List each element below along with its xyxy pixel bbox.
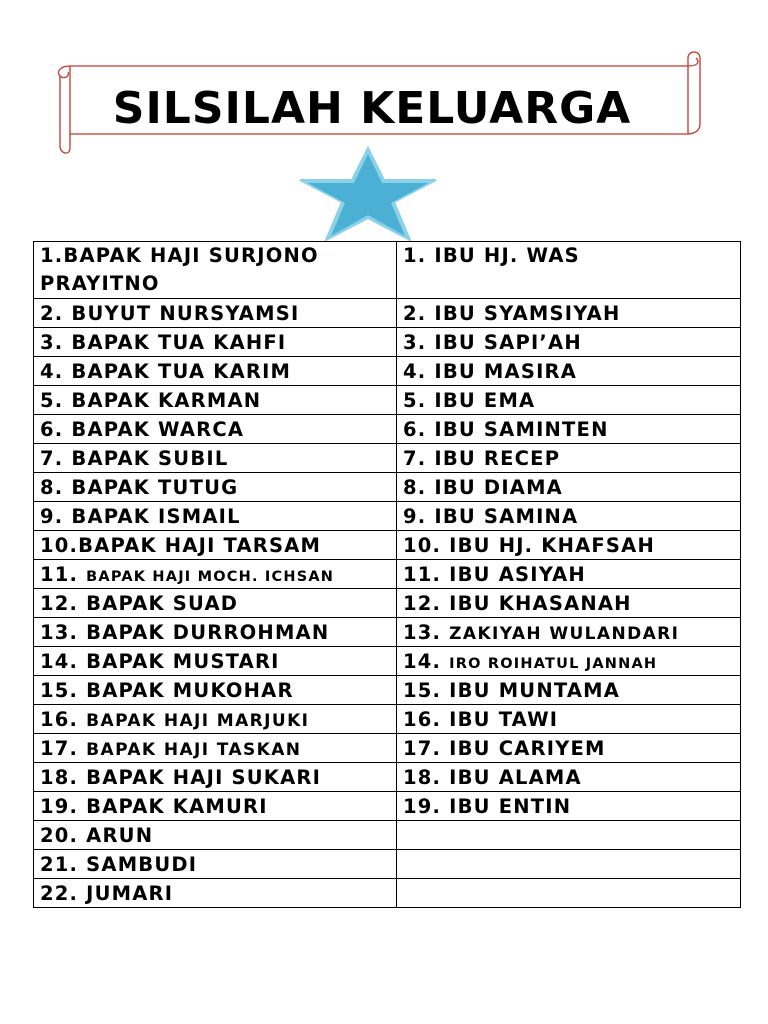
table-row [34, 242, 741, 299]
name-text: BAPAK TUA KAHFI [71, 330, 287, 354]
name-text: IBU ALAMA [449, 765, 582, 789]
table-row [34, 734, 741, 763]
row-number: 22. [40, 881, 79, 905]
right-cell [397, 502, 741, 531]
row-number: 12. [40, 591, 79, 615]
name-text: BAPAK MUSTARI [86, 649, 280, 673]
star-icon [298, 146, 438, 242]
right-cell [397, 792, 741, 821]
right-cell [397, 734, 741, 763]
row-number: 18. [403, 765, 442, 789]
page-title: SILSILAH KELUARGA [112, 83, 632, 134]
left-cell [34, 415, 397, 444]
right-cell [397, 242, 741, 299]
name-text: IBU KHASANAH [449, 591, 632, 615]
name-text: IBU RECEP [434, 446, 561, 470]
left-cell [34, 763, 397, 792]
row-number: 1. [40, 244, 64, 267]
right-cell [397, 676, 741, 705]
left-cell [34, 328, 397, 357]
right-cell [397, 531, 741, 560]
name-text: IBU HJ. KHAFSAH [449, 533, 655, 557]
row-number: 19. [403, 794, 442, 818]
right-cell [397, 879, 741, 908]
row-number: 2. [403, 301, 427, 325]
name-text: IBU SAMINA [434, 504, 579, 528]
name-text: BAPAK ISMAIL [71, 504, 241, 528]
table-row [34, 357, 741, 386]
left-cell [34, 531, 397, 560]
table-row [34, 618, 741, 647]
row-number: 6. [40, 417, 64, 441]
name-text: IBU SAPI’AH [434, 330, 582, 354]
right-cell [397, 763, 741, 792]
right-cell [397, 444, 741, 473]
name-text: IBU MASIRA [434, 359, 578, 383]
name-text: IBU DIAMA [434, 475, 563, 499]
row-number: 16. [40, 707, 79, 731]
table-row [34, 676, 741, 705]
row-number: 19. [40, 794, 79, 818]
row-number: 16. [403, 707, 442, 731]
row-number: 11. [403, 562, 442, 586]
table-row [34, 473, 741, 502]
right-cell [397, 705, 741, 734]
name-text: BAPAK WARCA [71, 417, 245, 441]
name-text: BUYUT NURSYAMSI [71, 301, 300, 325]
row-number: 14. [403, 649, 442, 673]
left-cell [34, 502, 397, 531]
name-text: BAPAK TUA KARIM [71, 359, 292, 383]
row-number: 17. [40, 736, 79, 760]
table-row [34, 299, 741, 328]
row-number: 7. [40, 446, 64, 470]
table-row [34, 705, 741, 734]
row-number: 13. [403, 620, 442, 644]
row-number: 2. [40, 301, 64, 325]
right-cell [397, 618, 741, 647]
row-number: 9. [40, 504, 64, 528]
table-row [34, 589, 741, 618]
left-cell [34, 444, 397, 473]
right-cell [397, 299, 741, 328]
right-cell [397, 821, 741, 850]
name-text: IBU MUNTAMA [449, 678, 621, 702]
left-cell [34, 560, 397, 589]
right-cell [397, 415, 741, 444]
right-cell [397, 850, 741, 879]
table-row [34, 415, 741, 444]
row-number: 14. [40, 649, 79, 673]
name-text: IBU CARIYEM [449, 736, 606, 760]
name-text: SAMBUDI [86, 852, 198, 876]
name-text: BAPAK MUKOHAR [86, 678, 294, 702]
left-cell [34, 734, 397, 763]
table-row [34, 647, 741, 676]
left-cell [34, 299, 397, 328]
table-row [34, 502, 741, 531]
row-number: 10. [403, 533, 442, 557]
name-text: IBU TAWI [449, 707, 559, 731]
name-text: BAPAK HAJI SUKARI [86, 765, 322, 789]
left-cell [34, 589, 397, 618]
row-number: 17. [403, 736, 442, 760]
family-table [33, 241, 741, 908]
table-row [34, 386, 741, 415]
row-number: 13. [40, 620, 79, 644]
name-text: IBU HJ. WAS [434, 244, 580, 267]
row-number: 15. [40, 678, 79, 702]
name-text: BAPAK DURROHMAN [86, 620, 330, 644]
table-row [34, 850, 741, 879]
left-cell [34, 647, 397, 676]
name-text: BAPAK SUBIL [71, 446, 229, 470]
right-cell [397, 386, 741, 415]
right-cell [397, 589, 741, 618]
left-cell [34, 357, 397, 386]
name-text: JUMARI [86, 881, 174, 905]
table-row [34, 328, 741, 357]
name-text: BAPAK TUTUG [71, 475, 239, 499]
name-text: IBU EMA [434, 388, 536, 412]
row-number: 5. [40, 388, 64, 412]
left-cell [34, 386, 397, 415]
row-number: 7. [403, 446, 427, 470]
row-number: 20. [40, 823, 79, 847]
table-row [34, 531, 741, 560]
row-number: 5. [403, 388, 427, 412]
name-text: ZAKIYAH WULANDARI [449, 623, 680, 644]
right-cell [397, 647, 741, 676]
row-number: 1. [403, 244, 427, 267]
row-number: 18. [40, 765, 79, 789]
row-number: 8. [40, 475, 64, 499]
table-row [34, 879, 741, 908]
name-text: BAPAK HAJI MARJUKI [86, 710, 310, 731]
left-cell [34, 821, 397, 850]
row-number: 11. [40, 562, 79, 586]
left-cell [34, 705, 397, 734]
name-text: BAPAK HAJI TASKAN [86, 739, 302, 760]
table-row [34, 792, 741, 821]
row-number: 10. [40, 533, 79, 557]
left-cell [34, 792, 397, 821]
left-cell [34, 676, 397, 705]
name-text: BAPAK HAJI SURJONO PRAYITNO [40, 244, 319, 295]
name-text: BAPAK HAJI TARSAM [78, 533, 322, 557]
name-text: BAPAK KARMAN [71, 388, 262, 412]
table-row [34, 821, 741, 850]
right-cell [397, 328, 741, 357]
table-row [34, 763, 741, 792]
name-text: IBU SYAMSIYAH [434, 301, 621, 325]
row-number: 4. [403, 359, 427, 383]
name-text: IBU ASIYAH [449, 562, 586, 586]
name-text: IBU ENTIN [449, 794, 572, 818]
row-number: 12. [403, 591, 442, 615]
row-number: 3. [403, 330, 427, 354]
row-number: 6. [403, 417, 427, 441]
row-number: 9. [403, 504, 427, 528]
name-text: IRO ROIHATUL JANNAH [449, 655, 658, 672]
right-cell [397, 473, 741, 502]
row-number: 15. [403, 678, 442, 702]
row-number: 21. [40, 852, 79, 876]
left-cell [34, 879, 397, 908]
name-text: ARUN [86, 823, 154, 847]
left-cell [34, 850, 397, 879]
row-number: 8. [403, 475, 427, 499]
name-text: BAPAK SUAD [86, 591, 239, 615]
table-row [34, 560, 741, 589]
right-cell [397, 560, 741, 589]
left-cell [34, 618, 397, 647]
left-cell [34, 242, 397, 299]
row-number: 3. [40, 330, 64, 354]
table-row [34, 444, 741, 473]
name-text: BAPAK KAMURI [86, 794, 268, 818]
left-cell [34, 473, 397, 502]
name-text: IBU SAMINTEN [434, 417, 609, 441]
right-cell [397, 357, 741, 386]
name-text: BAPAK HAJI MOCH. ICHSAN [86, 568, 335, 585]
row-number: 4. [40, 359, 64, 383]
